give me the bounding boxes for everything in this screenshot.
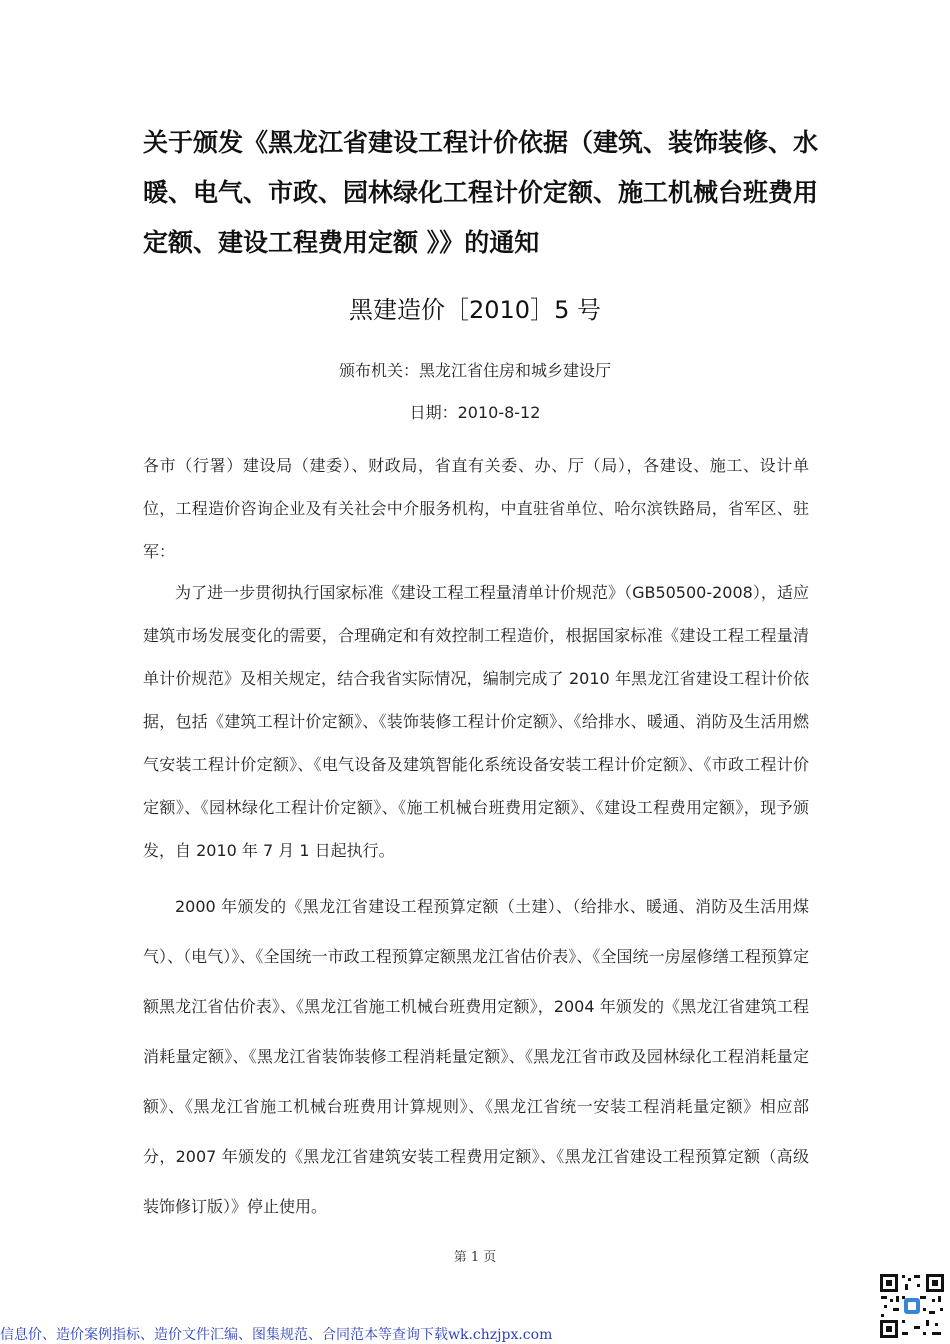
qr-code-icon [878,1272,946,1340]
date-line: 日期：2010-8-12 [409,403,541,422]
qr-code-graphic [878,1272,946,1340]
paragraph-addressees: 各市（行署）建设局（建委）、财政局，省直有关委、办、厅（局），各建设、施工、设计单位，工程造价咨询企业及有关社会中介服务机构，中直驻省单位、哈尔滨铁路局，省军区、驻军： [143,456,809,561]
issuer-line: 颁布机关：黑龙江省住房和城乡建设厅 [338,361,611,380]
document-number: 黑建造价［2010］5 号 [349,296,601,324]
page-number: 第 1 页 [453,1250,497,1265]
document-title: 关于颁发《黑龙江省建设工程计价依据（建筑、装饰装修、水暖、电气、市政、园林绿化工程计价定额、施工机械台班费用定额、建设工程费用定额 》》的通知 [143,128,819,257]
site-link[interactable]: 信息价、造价案例指标、造价文件汇编、图集规范、合同范本等查询下载wk.chzjpx.com [0,1327,553,1343]
paragraph-main: 为了进一步贯彻执行国家标准《建设工程工程量清单计价规范》（GB50500-2008），适应建筑市场发展变化的需要，合理确定和有效控制工程造价，根据国家标准《建设工程工程量清单计价规范》及相关规定，结合我省实际情况，编制完成了 2010 年黑龙江省建设工程计价依据，包括《建筑工程计价定额》、《装饰装修工程计价定额》、《给排水、暖通、消防及生活用燃气安装工程计价定额》、《电气设备及建筑智能化系统设备安装工程计价定额》、《市政工程计价定额》、《园林绿化工程计价定额》、《施工机械台班费用定额》、《建设工程费用定额》，现予颁发，自 2010 年 7 月 1 日起执行。 [143,583,809,860]
paragraph-repeal: 2000 年颁发的《黑龙江省建设工程预算定额（土建）、（给排水、暖通、消防及生活用煤气）、（电气）》、《全国统一市政工程预算定额黑龙江省估价表》、《全国统一房屋修缮工程预算定额黑龙江省估价表》、《黑龙江省施工机械台班费用定额》，2004 年颁发的《黑龙江省建筑工程消耗量定额》、《黑龙江省装饰装修工程消耗量定额》、《黑龙江省市政及园林绿化工程消耗量定额》、《黑龙江省施工机械台班费用计算规则》、《黑龙江省统一安装工程消耗量定额》相应部分，2007 年颁发的《黑龙江省建筑安装工程费用定额》、《黑龙江省建设工程预算定额（高级装饰修订版）》停止使用。 [143,897,809,1216]
